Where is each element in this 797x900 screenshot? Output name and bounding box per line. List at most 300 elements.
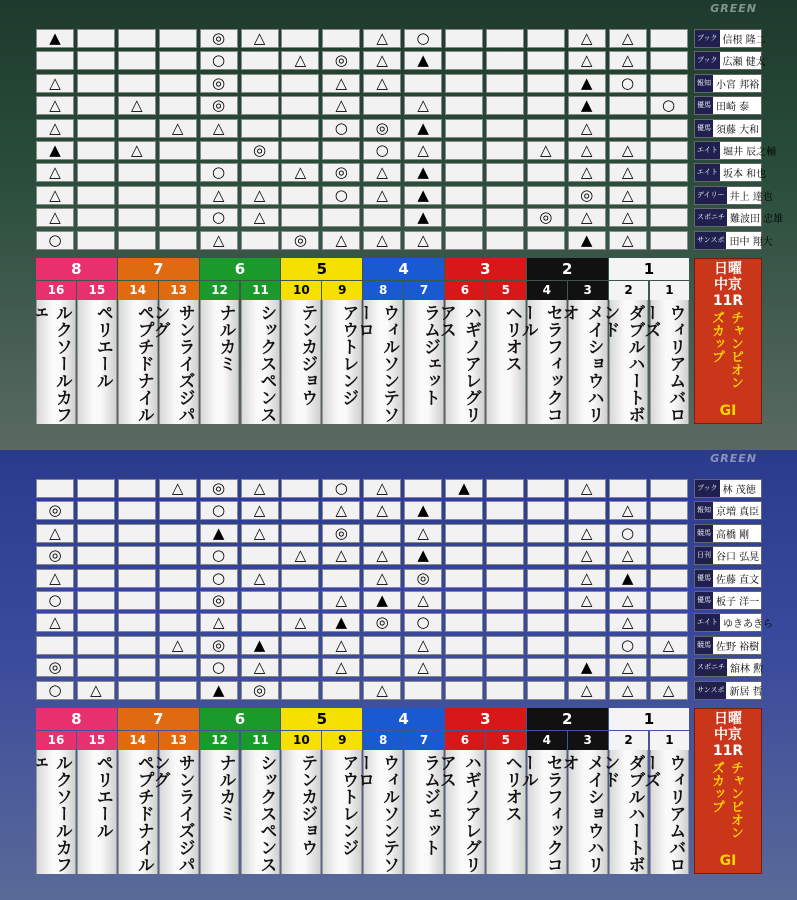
prediction-mark [650, 231, 688, 250]
forecaster-name: 小宮 邦裕 [716, 79, 760, 91]
prediction-mark [118, 524, 156, 543]
prediction-mark [445, 501, 483, 520]
frame-number: 6 [200, 258, 281, 280]
prediction-mark: ▲ [404, 546, 442, 565]
horse-number: 8 [363, 731, 403, 750]
frame-number: 3 [445, 258, 526, 280]
prediction-mark: △ [241, 186, 279, 205]
horse-number: 1 [650, 281, 690, 300]
prediction-mark [281, 636, 319, 655]
prediction-row [36, 73, 760, 94]
prediction-mark: ○ [322, 479, 360, 498]
frame-number: 2 [527, 708, 608, 730]
watermark: GREEN [710, 2, 757, 15]
prediction-mark: △ [404, 636, 442, 655]
prediction-mark: ○ [200, 51, 238, 70]
horse-name: ヘリオス [486, 750, 526, 874]
prediction-row [36, 29, 766, 49]
prediction-mark: ◎ [200, 636, 238, 655]
prediction-mark [281, 186, 319, 205]
prediction-mark [159, 501, 197, 520]
panel-bottom [0, 450, 797, 900]
prediction-mark [445, 208, 483, 227]
prediction-mark: △ [568, 51, 606, 70]
prediction-mark [650, 163, 688, 182]
prediction-mark [527, 479, 565, 498]
prediction-mark [159, 681, 197, 700]
prediction-mark [241, 119, 279, 138]
prediction-mark [650, 119, 688, 138]
prediction-mark: ◎ [200, 29, 238, 48]
prediction-mark: ○ [404, 29, 442, 48]
forecaster-label [694, 163, 767, 182]
prediction-mark [77, 96, 115, 115]
prediction-mark: △ [363, 29, 401, 48]
prediction-mark: △ [36, 119, 74, 138]
prediction-mark [118, 119, 156, 138]
prediction-mark: △ [609, 231, 647, 250]
prediction-mark [118, 569, 156, 588]
prediction-mark: ◎ [36, 546, 74, 565]
prediction-row [36, 51, 766, 71]
prediction-row [36, 141, 777, 161]
prediction-mark: △ [241, 501, 279, 520]
horse-number-bar [36, 731, 690, 750]
prediction-row [36, 523, 750, 544]
horse-name: サンライズジパング [159, 300, 199, 424]
prediction-mark: ◎ [568, 186, 606, 205]
prediction-row [36, 163, 767, 183]
forecaster-label [694, 501, 762, 520]
prediction-mark [281, 569, 319, 588]
prediction-row [36, 96, 750, 116]
prediction-mark [118, 74, 156, 93]
forecaster-label [694, 74, 762, 93]
prediction-mark: △ [650, 681, 688, 700]
horse-number: 15 [77, 731, 117, 750]
prediction-mark [486, 51, 524, 70]
prediction-mark [527, 231, 565, 250]
forecaster-name: 田中 翔大 [729, 236, 773, 248]
horse-number: 3 [568, 731, 608, 750]
prediction-mark [36, 636, 74, 655]
horse-name: ペリエール [77, 750, 117, 874]
prediction-mark: △ [241, 524, 279, 543]
prediction-mark: ◎ [241, 141, 279, 160]
forecaster-name: 信根 隆二 [722, 35, 766, 46]
forecaster-label [694, 681, 762, 700]
prediction-mark [486, 96, 524, 115]
forecaster-name: 井上 達也 [729, 191, 773, 203]
prediction-mark [486, 163, 524, 182]
prediction-mark [281, 208, 319, 227]
horse-number: 6 [445, 731, 485, 750]
prediction-mark: △ [568, 569, 606, 588]
prediction-mark [486, 658, 524, 677]
prediction-mark: △ [159, 119, 197, 138]
prediction-mark: ◎ [363, 613, 401, 632]
prediction-mark [445, 163, 483, 182]
prediction-mark [241, 613, 279, 632]
prediction-mark: △ [118, 141, 156, 160]
prediction-mark: △ [404, 96, 442, 115]
prediction-mark [527, 658, 565, 677]
prediction-mark [241, 74, 279, 93]
prediction-mark: △ [322, 231, 360, 250]
publisher-logo: 競馬 [695, 637, 713, 654]
prediction-mark: △ [609, 501, 647, 520]
horse-number: 5 [486, 281, 526, 300]
prediction-mark [527, 74, 565, 93]
prediction-mark: △ [609, 591, 647, 610]
prediction-mark [486, 569, 524, 588]
prediction-row [36, 208, 784, 228]
prediction-mark: ◎ [322, 163, 360, 182]
prediction-mark: ◎ [200, 591, 238, 610]
prediction-mark [159, 51, 197, 70]
horse-number: 11 [241, 281, 281, 300]
prediction-mark [118, 636, 156, 655]
prediction-mark [322, 569, 360, 588]
prediction-mark: ○ [36, 231, 74, 250]
horse-number-bar [36, 281, 690, 300]
horse-number: 9 [322, 281, 362, 300]
prediction-mark: ○ [200, 208, 238, 227]
prediction-mark [322, 681, 360, 700]
prediction-mark: ◎ [322, 51, 360, 70]
prediction-mark [445, 119, 483, 138]
prediction-row [36, 568, 760, 589]
prediction-mark: △ [568, 681, 606, 700]
prediction-mark [404, 74, 442, 93]
prediction-mark [445, 231, 483, 250]
prediction-mark [118, 51, 156, 70]
prediction-mark: △ [36, 208, 74, 227]
horse-name: メイショウハリオ [568, 300, 608, 424]
frame-number: 5 [281, 258, 362, 280]
prediction-mark: △ [609, 163, 647, 182]
prediction-row [36, 501, 760, 521]
race-day: 日曜 [714, 711, 742, 727]
prediction-mark: △ [363, 231, 401, 250]
prediction-mark: ○ [650, 96, 688, 115]
publisher-logo: エイト [695, 142, 720, 159]
prediction-mark: ◎ [322, 524, 360, 543]
horse-number: 13 [159, 731, 199, 750]
prediction-mark [159, 591, 197, 610]
prediction-mark [159, 163, 197, 182]
horse-name: ルクソールカフェ [36, 300, 76, 424]
prediction-row [36, 613, 773, 633]
horse-number: 10 [281, 281, 321, 300]
forecaster-label [694, 186, 773, 205]
horse-name: シックスペンス [241, 300, 281, 424]
prediction-mark: △ [281, 51, 319, 70]
prediction-mark [650, 546, 688, 565]
prediction-mark: △ [404, 658, 442, 677]
prediction-mark: △ [609, 51, 647, 70]
prediction-mark: ◎ [36, 501, 74, 520]
prediction-mark: ◎ [200, 96, 238, 115]
horse-name: ペプチドナイル [118, 300, 158, 424]
prediction-mark [281, 524, 319, 543]
prediction-mark: △ [281, 163, 319, 182]
prediction-mark [281, 141, 319, 160]
horse-number: 9 [322, 731, 362, 750]
prediction-mark: △ [568, 479, 606, 498]
prediction-mark [77, 546, 115, 565]
horse-number: 14 [118, 281, 158, 300]
prediction-mark [159, 231, 197, 250]
prediction-mark: △ [118, 96, 156, 115]
publisher-logo: スポニチ [695, 659, 727, 676]
prediction-mark [650, 186, 688, 205]
horse-name: ウィリアムバローズ [650, 300, 690, 424]
horse-number: 10 [281, 731, 321, 750]
prediction-mark: △ [527, 141, 565, 160]
prediction-mark [77, 51, 115, 70]
horse-name: ナルカミ [200, 300, 240, 424]
prediction-mark [527, 591, 565, 610]
prediction-mark: ▲ [200, 524, 238, 543]
forecaster-label [694, 569, 762, 588]
race-venue: 中京 [714, 727, 742, 743]
frame-number: 8 [36, 708, 117, 730]
horse-number: 2 [609, 281, 649, 300]
prediction-mark: ▲ [404, 208, 442, 227]
prediction-mark [609, 119, 647, 138]
prediction-mark [77, 479, 115, 498]
prediction-mark: △ [568, 546, 606, 565]
publisher-logo: 優馬 [695, 120, 713, 137]
forecaster-name: 板子 洋一 [716, 597, 760, 608]
publisher-logo: 優馬 [695, 97, 713, 114]
prediction-mark: △ [322, 501, 360, 520]
prediction-mark [159, 96, 197, 115]
prediction-mark [281, 479, 319, 498]
prediction-mark [159, 186, 197, 205]
prediction-mark: △ [568, 163, 606, 182]
prediction-mark: ○ [36, 591, 74, 610]
prediction-mark: △ [568, 591, 606, 610]
prediction-mark [527, 524, 565, 543]
horse-name: ウィリアムバローズ [650, 750, 690, 874]
prediction-mark [77, 186, 115, 205]
prediction-mark: △ [322, 546, 360, 565]
prediction-mark: △ [609, 546, 647, 565]
frame-bar [36, 708, 690, 730]
prediction-mark [118, 658, 156, 677]
prediction-mark: △ [36, 96, 74, 115]
prediction-mark [159, 524, 197, 543]
prediction-mark [486, 524, 524, 543]
prediction-mark: △ [363, 74, 401, 93]
prediction-mark [77, 569, 115, 588]
prediction-mark [486, 681, 524, 700]
prediction-mark: ▲ [404, 163, 442, 182]
horse-name: サンライズジパング [159, 750, 199, 874]
prediction-mark: △ [322, 636, 360, 655]
prediction-mark [527, 613, 565, 632]
prediction-mark: △ [159, 636, 197, 655]
horse-name: ハギノアレグリアス [445, 750, 485, 874]
prediction-mark [77, 636, 115, 655]
frame-number: 5 [281, 708, 362, 730]
prediction-mark: △ [609, 613, 647, 632]
prediction-mark [159, 74, 197, 93]
forecaster-name: 高橋 剛 [716, 529, 750, 541]
forecaster-name: 新居 哲 [729, 686, 763, 698]
horse-name-bar [26, 300, 690, 424]
prediction-mark: △ [241, 208, 279, 227]
prediction-mark [527, 636, 565, 655]
publisher-logo: ブック [695, 52, 720, 69]
prediction-mark [118, 613, 156, 632]
prediction-mark: ○ [363, 141, 401, 160]
prediction-mark [159, 29, 197, 48]
prediction-mark [486, 74, 524, 93]
prediction-mark [404, 479, 442, 498]
forecaster-label [694, 51, 766, 70]
prediction-mark: △ [568, 119, 606, 138]
prediction-mark [159, 546, 197, 565]
prediction-mark: ▲ [609, 569, 647, 588]
prediction-mark: △ [281, 546, 319, 565]
race-name: チャンピオンズカップ [709, 761, 743, 839]
prediction-mark [363, 524, 401, 543]
prediction-mark [159, 208, 197, 227]
prediction-mark [445, 186, 483, 205]
prediction-mark [650, 658, 688, 677]
prediction-mark: △ [404, 141, 442, 160]
prediction-mark: △ [363, 163, 401, 182]
prediction-mark: ○ [200, 501, 238, 520]
prediction-mark: ▲ [36, 29, 74, 48]
horse-number: 6 [445, 281, 485, 300]
prediction-mark [77, 141, 115, 160]
prediction-mark [159, 613, 197, 632]
prediction-mark: △ [200, 186, 238, 205]
forecaster-name: 佐野 裕樹 [716, 641, 760, 653]
prediction-mark [77, 231, 115, 250]
forecaster-name: 田崎 泰 [716, 102, 750, 114]
prediction-mark [118, 29, 156, 48]
prediction-mark [486, 613, 524, 632]
horse-number: 16 [36, 731, 76, 750]
prediction-mark [568, 636, 606, 655]
prediction-mark: △ [200, 613, 238, 632]
race-info [694, 708, 762, 874]
frame-number: 8 [36, 258, 117, 280]
publisher-logo: 日刊 [695, 547, 713, 564]
forecaster-name: 舘林 勲 [730, 664, 764, 676]
prediction-mark: △ [609, 29, 647, 48]
prediction-row [36, 185, 773, 206]
prediction-row [36, 118, 760, 139]
publisher-logo: ブック [695, 480, 720, 497]
frame-number: 4 [363, 258, 444, 280]
horse-number: 1 [650, 731, 690, 750]
frame-number: 2 [527, 258, 608, 280]
prediction-mark [118, 231, 156, 250]
prediction-mark: △ [363, 681, 401, 700]
forecaster-label [694, 479, 762, 498]
horse-name: テンカジョウ [281, 750, 321, 874]
prediction-mark: △ [363, 569, 401, 588]
frame-number: 7 [118, 708, 199, 730]
prediction-mark [527, 119, 565, 138]
prediction-row [36, 479, 756, 499]
horse-number: 2 [609, 731, 649, 750]
prediction-mark [486, 546, 524, 565]
prediction-mark: △ [322, 658, 360, 677]
prediction-mark [36, 51, 74, 70]
prediction-mark: ▲ [568, 231, 606, 250]
prediction-mark [118, 501, 156, 520]
prediction-mark [77, 501, 115, 520]
prediction-mark [486, 208, 524, 227]
prediction-row [36, 658, 764, 678]
prediction-mark: △ [36, 163, 74, 182]
prediction-mark [363, 636, 401, 655]
prediction-mark [527, 96, 565, 115]
forecaster-label [694, 591, 762, 610]
prediction-mark [445, 636, 483, 655]
prediction-row [36, 680, 763, 701]
publisher-logo: 優馬 [695, 570, 713, 587]
prediction-mark [650, 208, 688, 227]
prediction-mark [77, 591, 115, 610]
prediction-mark [77, 658, 115, 677]
prediction-mark [159, 658, 197, 677]
horse-number: 11 [241, 731, 281, 750]
forecaster-label [694, 141, 777, 160]
horse-name: メイショウハリオ [568, 750, 608, 874]
prediction-mark: ◎ [404, 569, 442, 588]
prediction-mark [281, 591, 319, 610]
prediction-row [36, 230, 773, 251]
prediction-mark: ▲ [568, 658, 606, 677]
prediction-mark [363, 208, 401, 227]
prediction-mark: ○ [609, 524, 647, 543]
prediction-mark [486, 186, 524, 205]
prediction-mark [527, 546, 565, 565]
prediction-mark [77, 74, 115, 93]
prediction-mark: ○ [322, 119, 360, 138]
prediction-mark [322, 141, 360, 160]
prediction-mark: △ [241, 29, 279, 48]
prediction-mark: ◎ [527, 208, 565, 227]
prediction-mark [363, 96, 401, 115]
prediction-mark [241, 51, 279, 70]
forecaster-name: 須藤 大和 [716, 124, 760, 136]
prediction-mark [77, 119, 115, 138]
prediction-mark [486, 591, 524, 610]
prediction-mark [445, 546, 483, 565]
horse-name: ダブルハートボンド [609, 750, 649, 874]
prediction-mark: △ [36, 613, 74, 632]
forecaster-label [694, 636, 762, 655]
frame-number: 6 [200, 708, 281, 730]
forecaster-label [694, 613, 773, 632]
forecaster-name: 京増 真臣 [716, 507, 760, 519]
prediction-mark: △ [363, 501, 401, 520]
race-number: 11R [712, 743, 744, 759]
prediction-mark: ▲ [322, 613, 360, 632]
prediction-mark [486, 501, 524, 520]
forecaster-label [694, 119, 762, 138]
prediction-mark: ◎ [200, 479, 238, 498]
